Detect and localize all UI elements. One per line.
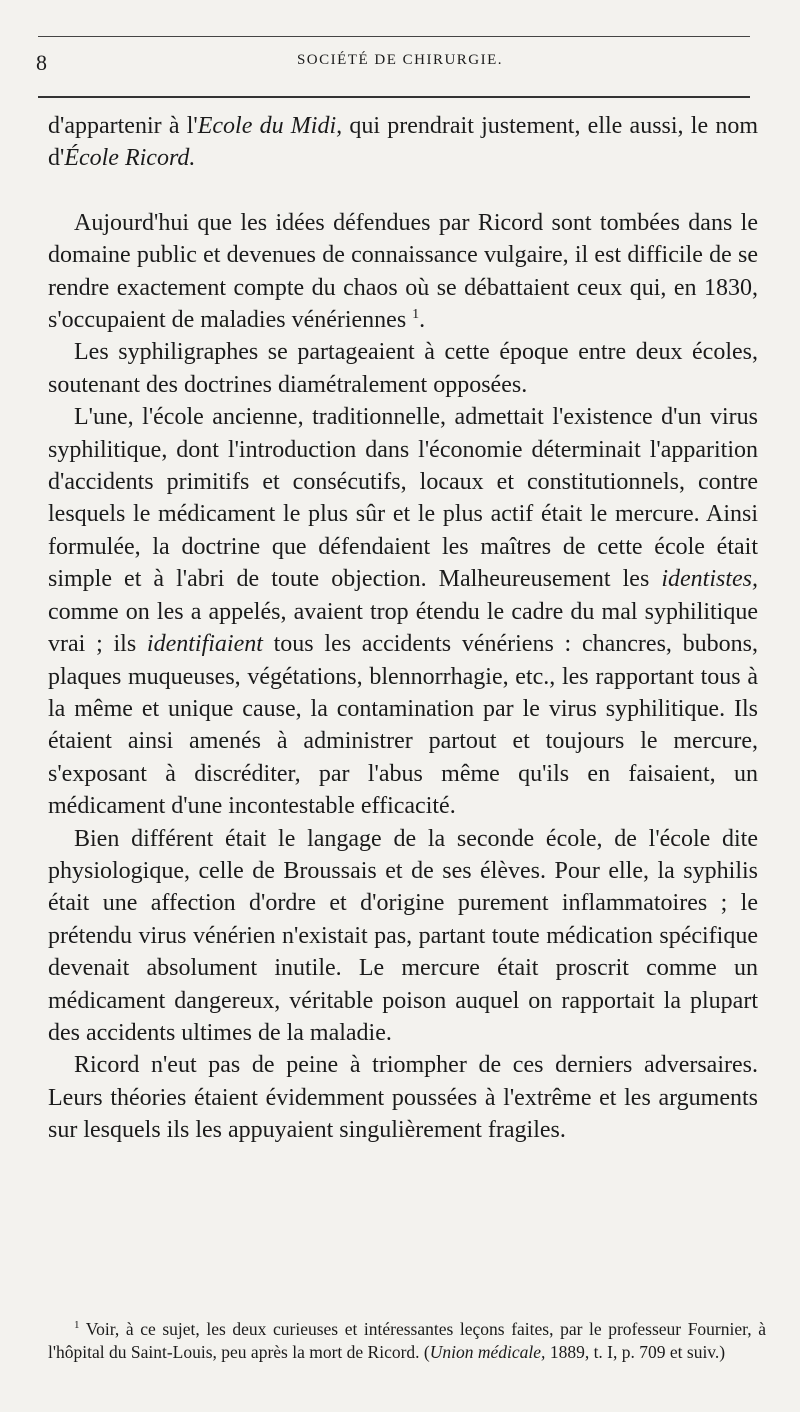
italic-run: identifiaient (146, 631, 263, 658)
text-run: . (419, 307, 426, 334)
footnotes (48, 1318, 766, 1364)
italic-run: Union médicale, (429, 1342, 546, 1362)
italic-run: Ecole du Midi, (197, 113, 343, 139)
text-run: comme on les a appelés, avaient trop étendu le cadre du mal syphilitique vrai ; ils (48, 598, 758, 658)
paragraph-3: Les syphiligraphes se partageaient à cette époque entre deux écoles, soutenant des doctrines diamétralement opposées. (48, 339, 758, 398)
paragraph-6: Ricord n'eut pas de peine à triompher de ces derniers adversaires. Leurs théories étaient évidemment poussées à l'extrême et les arguments sur lesquels ils les appuyaient singulièrement fragiles. (48, 1052, 758, 1144)
footnote-reference: 1 (412, 307, 420, 323)
italic-run: identistes, (661, 566, 758, 593)
header-top-rule (38, 36, 750, 37)
text-run: 1889, t. I, p. 709 et suiv.) (545, 1342, 726, 1362)
text-run: Aujourd'hui que les idées défendues par Ricord sont tombées dans le domaine public et devenues de connaissance vulgaire, il est difficile de se rendre exactement compte du chaos où se débattaient ceux qui, en 1830, s'occupaient de maladies vénériennes (48, 209, 758, 334)
running-head: SOCIÉTÉ DE CHIRURGIE. (296, 52, 504, 68)
paragraph-4 (48, 401, 758, 822)
header-bottom-rule (38, 96, 750, 98)
paragraph-5: Bien différent était le langage de la seconde école, de l'école dite physiologique, celle de Broussais et de ses élèves. Pour elle, la syphilis était une affection d'ordre et d'origine purement inflammatoires ; le prétendu virus vénérien n'existait pas, partant toute médication spécifique devenait absolument inutile. Le mercure était proscrit comme un médicament dangereux, véritable poison auquel on rapportait la plupart des accidents ultimes de la maladie. (48, 825, 758, 1046)
footnote-mark: 1 (74, 1319, 80, 1332)
footnote-1 (48, 1318, 766, 1364)
text-run: d'appartenir à l' (48, 113, 198, 139)
text-run: qui prendrait justement, elle aussi, le nom d' (48, 113, 758, 172)
page-number: 8 (36, 50, 47, 75)
text-run: tous les accidents vénériens : chancres, bubons, plaques muqueuses, végétations, blennorrhagie, etc., les rapportant tous à la même et unique cause, la contamination par le virus syphilitique. Ils étaient ainsi amenés à administrer partout et toujours le mercure, s'exposant à discréditer, par l'abus même qu'ils en faisaient, un médicament d'une incontestable efficacité. (48, 631, 758, 820)
body-text (48, 110, 758, 1147)
italic-run: École Ricord. (64, 145, 196, 172)
paragraph-2 (48, 207, 758, 337)
text-run: Voir, à ce sujet, les deux curieuses et intéressantes leçons faites, par le professeur Fournier, à l'hôpital du Saint-Louis, peu après la mort de Ricord. ( (48, 1319, 766, 1362)
paragraph-1 (48, 110, 758, 175)
text-run: L'une, l'école ancienne, traditionnelle, admettait l'existence d'un virus syphilitique, dont l'introduction dans l'économie déterminait l'apparition d'accidents primitifs et consécutifs, locaux et constitutionnels, contre lesquels le médicament le plus sûr et le plus actif était le mercure. Ainsi formulée, la doctrine que défendaient les maîtres de cette école était simple et à l'abri de toute objection. Malheureusement les (48, 404, 758, 593)
